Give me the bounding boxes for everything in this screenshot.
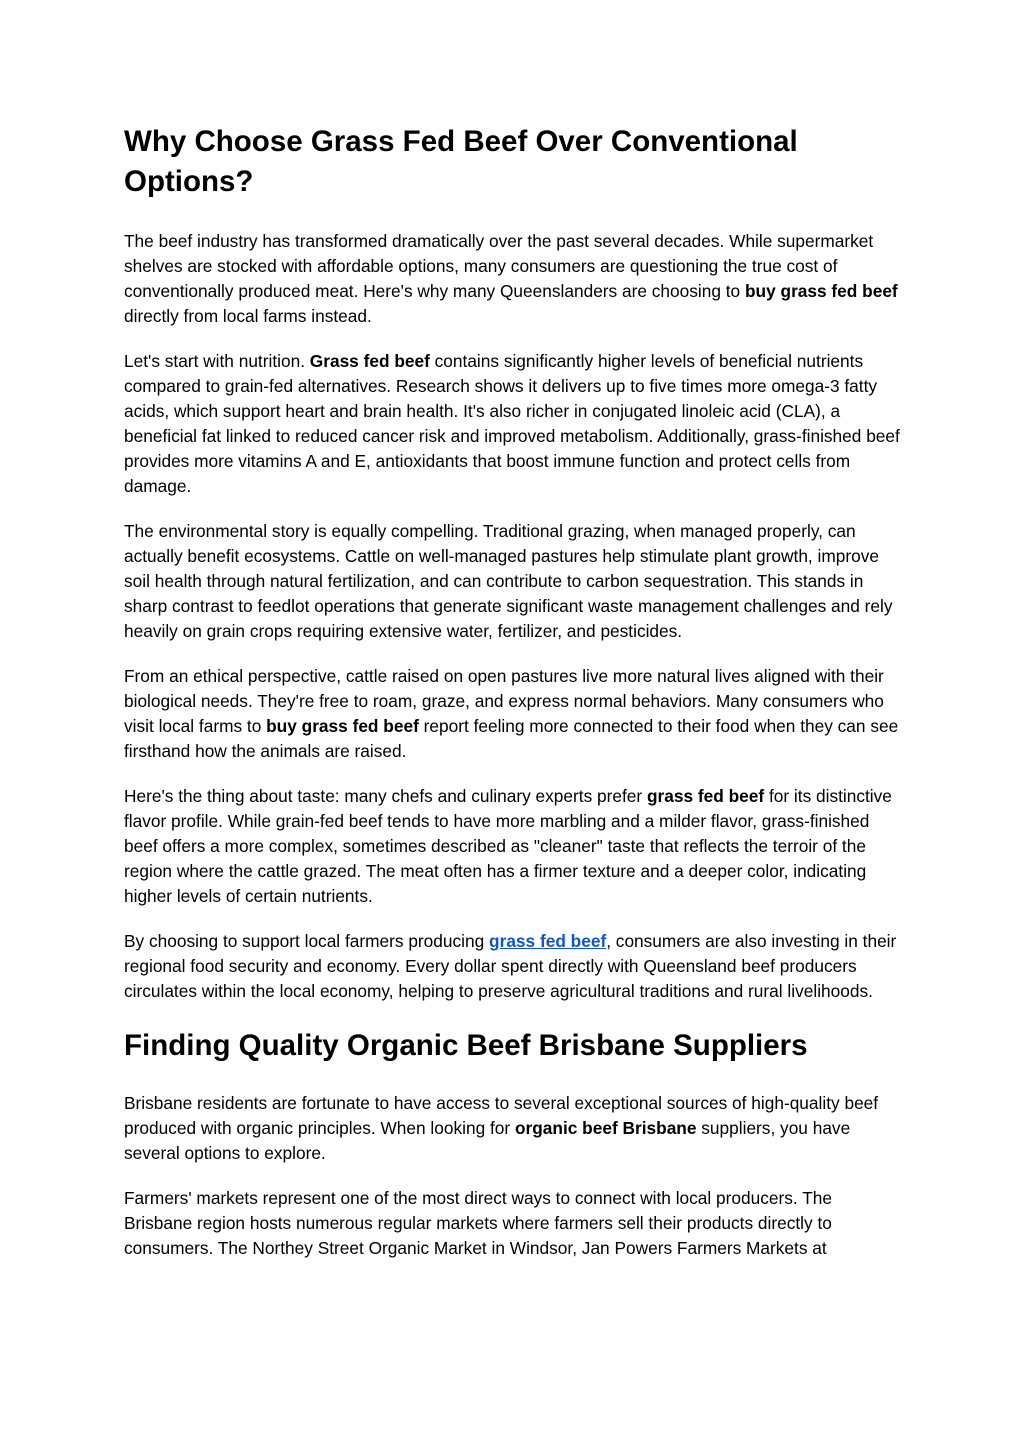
bold-keyword: Grass fed beef bbox=[309, 351, 430, 371]
paragraph-farmers-markets: Farmers' markets represent one of the most direct ways to connect with local producers. The Brisbane region hosts numerous regular markets where farmers sell their products directly to consumers. The Northey Street Organic Market in Windsor, Jan Powers Farmers Markets at bbox=[124, 1188, 832, 1258]
paragraph-text: report feeling more connected to their food when they can see firsthand how the animals are raised. bbox=[124, 716, 899, 761]
bold-keyword: organic beef Brisbane bbox=[514, 1118, 697, 1138]
paragraph-text: The beef industry has transformed dramatically over the past several decades. While supermarket shelves are stocked with affordable options, many consumers are questioning the true cost of conventionally produced meat. Here's why many Queenslanders are choosing to bbox=[124, 231, 874, 301]
paragraph-text: From an ethical perspective, cattle raised on open pastures live more natural lives aligned with their biological needs. They're free to roam, graze, and express normal behaviors. Many consumers who visit local farms to bbox=[124, 666, 884, 736]
paragraph-taste bbox=[124, 784, 902, 909]
paragraph-text: directly from local farms instead. bbox=[124, 306, 372, 326]
bold-keyword: buy grass fed beef bbox=[266, 716, 419, 736]
section-heading: Finding Quality Organic Beef Brisbane Suppliers bbox=[124, 1029, 808, 1062]
paragraph-suppliers-intro bbox=[124, 1091, 902, 1166]
paragraph-text: By choosing to support local farmers producing bbox=[124, 931, 490, 951]
paragraph-nutrition bbox=[124, 349, 902, 499]
bold-keyword: grass fed beef bbox=[646, 786, 765, 806]
paragraph-local-support bbox=[124, 929, 902, 1004]
paragraph-text: contains significantly higher levels of beneficial nutrients compared to grain-fed alternatives. Research shows it delivers up to five times more omega-3 fatty acids, which support heart and brain health. It's also richer in conjugated linoleic acid (CLA), a beneficial fat linked to reduced cancer risk and improved metabolism. Additionally, grass-finished beef provides more vitamins A and E, antioxidants that boost immune function and protect cells from damage. bbox=[124, 351, 900, 496]
paragraph-text: , consumers are also investing in their regional food security and economy. Every dollar spent directly with Queensland beef producers circulates within the local economy, helping to preserve agricultural traditions and rural livelihoods. bbox=[124, 931, 897, 1001]
paragraph-text: for its distinctive flavor profile. While grain-fed beef tends to have more marbling and a milder flavor, grass-finished beef offers a more complex, sometimes described as "cleaner" taste that reflects the terroir of the region where the cattle grazed. The meat often has a firmer texture and a deeper color, indicating higher levels of certain nutrients. bbox=[124, 786, 892, 906]
paragraph-text: Brisbane residents are fortunate to have access to several exceptional sources of high-quality beef produced with organic principles. When looking for bbox=[124, 1093, 879, 1138]
paragraph-intro bbox=[124, 229, 902, 329]
paragraph-text: suppliers, you have several options to explore. bbox=[124, 1118, 851, 1163]
article-title: Why Choose Grass Fed Beef Over Conventional Options? bbox=[124, 125, 798, 198]
grass-fed-beef-link[interactable]: grass fed beef bbox=[489, 931, 607, 951]
paragraph-text: Let's start with nutrition. bbox=[124, 351, 310, 371]
paragraph-environment: The environmental story is equally compelling. Traditional grazing, when managed properly, can actually benefit ecosystems. Cattle on well-managed pastures help stimulate plant growth, improve soil health through natural fertilization, and can contribute to carbon sequestration. This stands in sharp contrast to feedlot operations that generate significant waste management challenges and rely heavily on grain crops requiring extensive water, fertilizer, and pesticides. bbox=[124, 521, 893, 641]
article-body bbox=[124, 122, 902, 1281]
paragraph-ethics bbox=[124, 664, 902, 764]
paragraph-text: Here's the thing about taste: many chefs and culinary experts prefer bbox=[124, 786, 647, 806]
bold-keyword: buy grass fed beef bbox=[744, 281, 898, 301]
